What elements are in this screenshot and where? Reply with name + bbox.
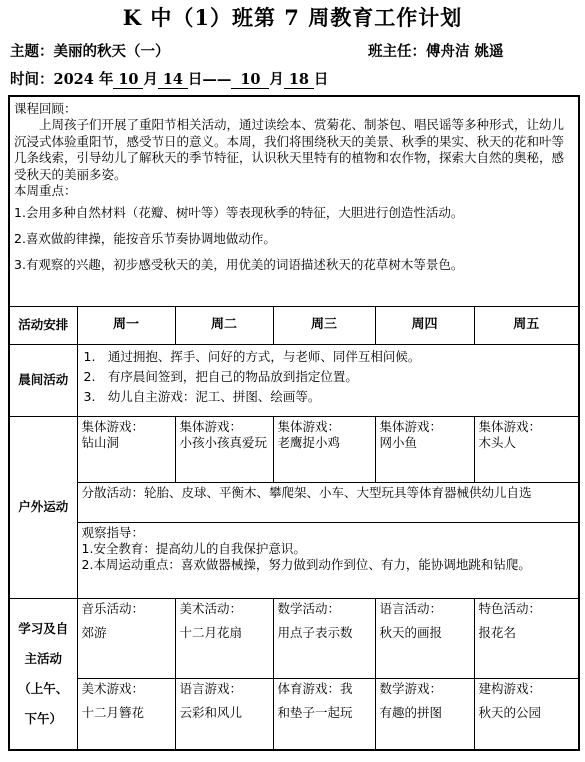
- learning-label-line: 主活动: [24, 650, 62, 666]
- learning-label: [9, 598, 77, 750]
- activity-type: 体育游戏：我: [277, 680, 353, 696]
- outdoor-games-row: [9, 416, 579, 482]
- review-text: 上周孩子们开展了重阳节相关活动，通过读绘本、赏菊花、制茶包、唱民谣等多种形式，让幼儿沉浸式体验重阳节，感受节日的意义。本周，我们将围绕秋天的美景、秋季的果实、秋天的花和叶等几条线索，引导幼儿了解秋天的季节特征，认识秋天里特有的植物和农作物，探索大自然的奥秘，感受秋天的美丽多姿。: [14, 117, 565, 182]
- outdoor-observe-row: [9, 522, 579, 598]
- theme-line: [10, 40, 170, 61]
- learning-label-line: （上午、: [18, 680, 69, 696]
- activity-name: 用点子表示数: [277, 624, 353, 640]
- learning-thu-2: [375, 678, 474, 750]
- activity-name: 报花名: [478, 624, 517, 640]
- activity-type: 建构游戏：: [478, 680, 542, 696]
- day-unit: 日: [313, 71, 329, 88]
- teacher-label: 班主任：: [368, 43, 426, 60]
- activity-type: 特色活动：: [478, 600, 542, 616]
- outdoor-split-cell: 分散活动：轮胎、皮球、平衡木、攀爬架、小车、大型玩具等体育器械供幼儿自选: [77, 482, 579, 522]
- activity-type: 数学游戏：: [379, 680, 443, 696]
- teacher-line: [368, 40, 504, 61]
- day-wed: 周三: [273, 306, 375, 344]
- morning-item-2: 2. 有序晨间签到，把自己的物品放到指定位置。: [83, 368, 358, 384]
- learning-mon-1: [77, 598, 175, 678]
- activity-name: 和垫子一起玩: [277, 704, 353, 720]
- outdoor-game-mon: [77, 416, 175, 482]
- outdoor-game-thu: [375, 416, 474, 482]
- outdoor-game-wed: [273, 416, 375, 482]
- learning-row-1: [9, 598, 579, 678]
- learning-tue-2: [175, 678, 273, 750]
- month-unit: 月: [143, 71, 158, 88]
- activity-name: 十二月簪花: [81, 704, 145, 720]
- start-day: 14: [158, 71, 188, 89]
- focus-item-1: 1.会用多种自然材料（花瓣、树叶等）等表现秋季的特征，大胆进行创造性活动。: [14, 205, 464, 220]
- day-thu: 周四: [375, 306, 474, 344]
- learning-thu-1: [375, 598, 474, 678]
- overview-row: [9, 96, 579, 306]
- activity-type: 美术游戏：: [81, 680, 145, 696]
- month-unit: 月: [269, 71, 284, 88]
- time-line: [10, 68, 328, 89]
- focus-heading: 本周重点：: [14, 183, 77, 198]
- learning-tue-1: [175, 598, 273, 678]
- game-name: 老鹰捉小鸡: [277, 434, 341, 450]
- outdoor-observe-cell: [77, 522, 579, 598]
- day-unit-dash: 日——: [187, 71, 232, 88]
- review-heading: 课程回顾：: [14, 101, 77, 116]
- game-type: 集体游戏：: [81, 418, 145, 434]
- morning-list: [84, 347, 573, 407]
- theme-label: 主题：: [10, 43, 54, 60]
- activity-type: 美术活动：: [179, 600, 243, 616]
- activity-type: 数学活动：: [277, 600, 341, 616]
- page-title: K 中（1）班第 7 周教育工作计划: [122, 5, 463, 30]
- day-tue: 周二: [175, 306, 273, 344]
- learning-label-line: 下午）: [24, 710, 62, 726]
- game-type: 集体游戏：: [277, 418, 341, 434]
- activity-type: 语言活动：: [379, 600, 443, 616]
- game-type: 集体游戏：: [179, 418, 243, 434]
- activity-name: 有趣的拼图: [379, 704, 443, 720]
- outdoor-label: 户外运动: [9, 416, 77, 598]
- activity-name: 秋天的画报: [379, 624, 443, 640]
- activity-type: 音乐活动：: [81, 600, 145, 616]
- learning-mon-2: [77, 678, 175, 750]
- game-name: 木头人: [478, 434, 517, 450]
- learning-fri-1: [474, 598, 579, 678]
- morning-row: [9, 344, 579, 416]
- morning-item-3: 3. 幼儿自主游戏：泥工、拼图、绘画等。: [83, 388, 321, 404]
- morning-label: 晨间活动: [9, 344, 77, 416]
- observe-item-2: 2.本周运动重点：喜欢做器械操，努力做到动作到位、有力，能协调地跳和钻爬。: [81, 556, 531, 572]
- learning-wed-1: [273, 598, 375, 678]
- learning-fri-2: [474, 678, 579, 750]
- plan-table: [8, 95, 580, 751]
- theme-value: 美丽的秋天（一）: [53, 43, 170, 60]
- day-fri: 周五: [474, 306, 579, 344]
- end-day: 18: [284, 71, 314, 89]
- observe-item-1: 1.安全教育：提高幼儿的自我保护意识。: [81, 540, 306, 556]
- overview-cell: [9, 96, 579, 306]
- outdoor-split-row: [9, 482, 579, 522]
- focus-item-3: 3.有观察的兴趣，初步感受秋天的美，用优美的词语描述秋天的花草树木等景色。: [14, 257, 464, 272]
- game-type: 集体游戏：: [379, 418, 443, 434]
- schedule-header-label: 活动安排: [9, 306, 77, 344]
- end-month: 10: [231, 71, 269, 89]
- observe-heading: 观察指导：: [81, 524, 145, 540]
- game-name: 网小鱼: [379, 434, 418, 450]
- activity-name: 十二月花扇: [179, 624, 243, 640]
- game-type: 集体游戏：: [478, 418, 542, 434]
- start-month: 10: [113, 71, 143, 89]
- activity-type: 语言游戏：: [179, 680, 243, 696]
- focus-item-2: 2.喜欢做韵律操，能按音乐节奏协调地做动作。: [14, 231, 276, 246]
- time-label: 时间：2024 年: [10, 71, 114, 88]
- morning-item-1: 1. 通过拥抱、挥手、问好的方式，与老师、同伴互相问候。: [83, 348, 421, 364]
- learning-wed-2: [273, 678, 375, 750]
- morning-cell: [77, 344, 579, 416]
- activity-name: 云彩和风儿: [179, 704, 243, 720]
- game-name: 小孩小孩真爱玩: [179, 434, 268, 450]
- activity-name: 郊游: [81, 624, 107, 640]
- outdoor-game-tue: [175, 416, 273, 482]
- activity-name: 秋天的公园: [478, 704, 542, 720]
- schedule-header-row: [9, 306, 579, 344]
- learning-row-2: [9, 678, 579, 750]
- learning-label-line: 学习及自: [18, 620, 69, 636]
- teacher-names: 傅舟洁 姚遥: [426, 43, 504, 60]
- game-name: 钻山洞: [81, 434, 120, 450]
- day-mon: 周一: [77, 306, 175, 344]
- outdoor-game-fri: [474, 416, 579, 482]
